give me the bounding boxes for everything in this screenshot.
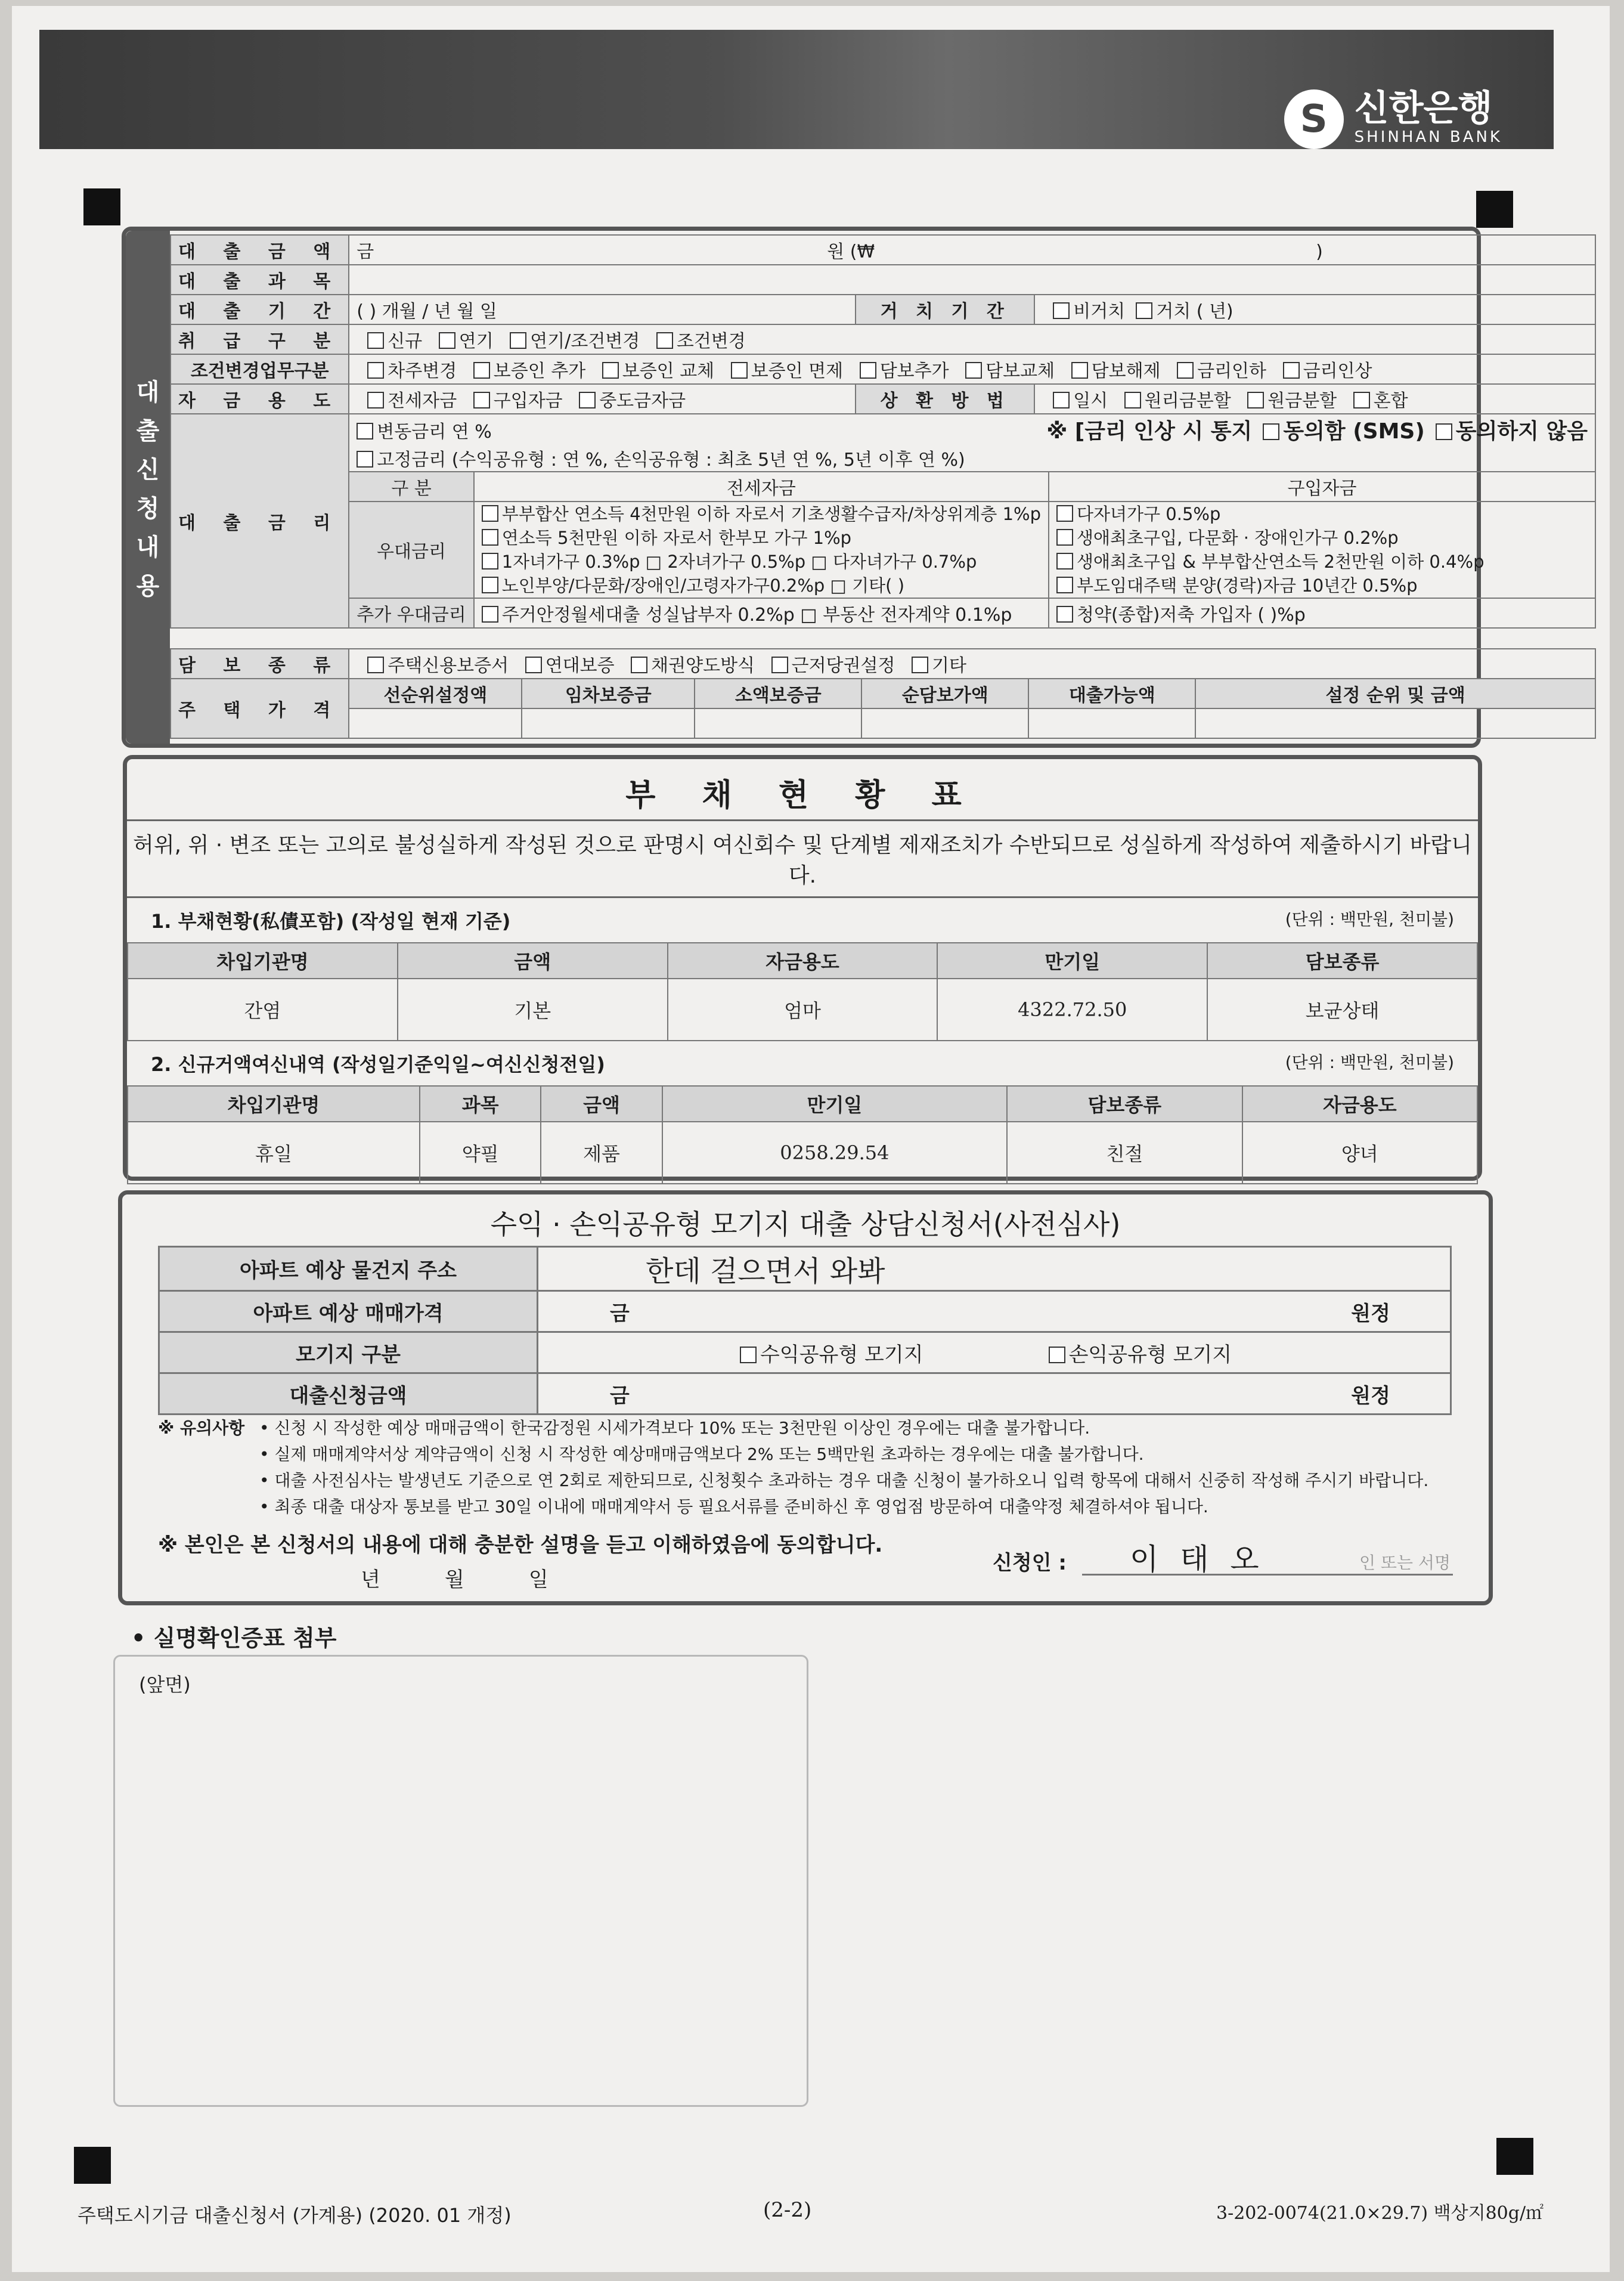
list-item: • 최종 대출 대상자 통보를 받고 30일 이내에 매매계약서 등 필요서류를 준비하신 후 영업점 방문하여 대출약정 체결하셔야 됩니다.	[259, 1497, 1208, 1516]
checkbox[interactable]	[1056, 606, 1073, 623]
price-label: 아파트 예상 매매가격	[159, 1291, 538, 1332]
jeonse-pref-items: 부부합산 연소득 4천만원 이하 자로서 기초생활수급자/차상위계층 1%p 연소득 5천만원 이하 자로서 한부모 가구 1%p 1자녀가구 0.3%p □ 2자녀가구 0.5%p □ 다자녀가구 0.7%p 노인부양/다문화/장애인/고령자가구0.2%p □ 기타( )	[474, 502, 1049, 598]
checkbox[interactable]	[367, 392, 384, 408]
checkbox[interactable]	[731, 362, 748, 379]
table-row	[159, 1332, 1451, 1373]
checkbox[interactable]	[482, 606, 498, 623]
conditions-label: 조건변경업무구분	[171, 354, 349, 384]
handwritten-cell[interactable]: 엄마	[668, 979, 938, 1041]
table-row	[171, 472, 1595, 628]
repay-options: 일시 원리금분할 원금분할 혼합	[1034, 384, 1595, 414]
checkbox[interactable]	[771, 657, 788, 673]
rate-type-cell: 변동금리 연 % ※ [금리 인상 시 통지 동의함 (SMS) 동의하지 않음 고정금리 (수익공유형 : 연 %, 손익공유형 : 최초 5년 연 %, 5년 이후 연 %)	[349, 414, 1595, 472]
checkbox[interactable]	[1071, 362, 1088, 379]
checkbox[interactable]	[473, 362, 490, 379]
checkbox[interactable]	[510, 332, 526, 349]
preferential-rate-cell	[349, 472, 1595, 628]
checkbox[interactable]	[860, 362, 876, 379]
house-price-field[interactable]	[1195, 708, 1595, 738]
mortgage-type-options: 수익공유형 모기지 손익공유형 모기지	[538, 1332, 1451, 1373]
debt-sub2-title: 2. 신규거액여신내역 (작성일기준익일~여신신청전일)	[151, 1053, 605, 1076]
notes-label: ※ 유의사항	[158, 1418, 245, 1438]
col-header: 순담보가액	[861, 679, 1028, 708]
notes-list	[259, 1415, 1428, 1520]
id-attach-title: • 실명확인증표 첨부	[131, 1625, 337, 1651]
id-photo-area[interactable]	[113, 1655, 808, 2107]
checkbox[interactable]	[482, 577, 498, 593]
checkbox[interactable]	[367, 362, 384, 379]
table-row	[171, 295, 1595, 324]
checkbox[interactable]	[656, 332, 673, 349]
header-banner	[39, 30, 1554, 149]
house-price-field[interactable]	[522, 708, 695, 738]
col-header: 자금용도	[668, 943, 938, 979]
checkbox[interactable]	[1263, 423, 1279, 440]
buy-pref-items: 다자녀가구 0.5%p 생애최초구입, 다문화 · 장애인가구 0.2%p 생애최초구입 & 부부합산연소득 2천만원 이하 0.4%p 부도임대주택 분양(경락)자금 10년간 0.5%p	[1049, 502, 1595, 598]
pref-label: 우대금리	[349, 502, 473, 598]
grace-period-label: 거 치 기 간	[856, 295, 1034, 324]
debt-sub1-title: 1. 부채현황(私債포함) (작성일 현재 기준)	[151, 910, 511, 933]
col-header: 만기일	[662, 1086, 1007, 1122]
applicant-name: 이 태 오	[1130, 1542, 1265, 1577]
table-row	[349, 472, 1595, 502]
checkbox[interactable]	[482, 505, 498, 522]
list-item: • 실제 매매계약서상 계약금액이 신청 시 작성한 예상매매금액보다 2% 또는 5백만원 초과하는 경우에는 대출 불가합니다.	[259, 1444, 1144, 1464]
footer-form-name: 주택도시기금 대출신청서 (가계용) (2020. 01 개정)	[78, 2204, 512, 2227]
house-price-field[interactable]	[1028, 708, 1195, 738]
mortgage-table	[158, 1246, 1452, 1415]
checkbox[interactable]	[1124, 392, 1141, 408]
loan-amount-label: 대 출 금 액	[171, 235, 349, 265]
handwritten-cell[interactable]: 4322.72.50	[937, 979, 1207, 1041]
col-header: 소액보증금	[695, 679, 861, 708]
col-header: 담보종류	[1007, 1086, 1242, 1122]
buy-head: 구입자금	[1049, 472, 1595, 502]
col-header: 차입기관명	[128, 943, 398, 979]
consent-text: ※ 본인은 본 신청서의 내용에 대해 충분한 설명을 듣고 이해하였음에 동의합니다.	[158, 1533, 883, 1557]
table-row	[159, 1247, 1451, 1291]
section-sidebar: 대 출 신 청 내 용	[126, 231, 170, 744]
seal-hint: 인 또는 서명	[1359, 1553, 1451, 1573]
loan-period-field[interactable]: ( ) 개월 / 년 월 일	[349, 295, 856, 324]
table-row	[349, 502, 1595, 598]
bank-name-ko: 신한은행	[1354, 87, 1493, 129]
registration-mark	[1496, 2138, 1533, 2175]
collateral-label: 담 보 종 류	[171, 649, 349, 679]
handwritten-cell[interactable]: 친절	[1007, 1122, 1242, 1184]
jeonse-head: 전세자금	[474, 472, 1049, 502]
bank-name-en: SHINHAN BANK	[1354, 128, 1502, 146]
checkbox[interactable]	[1056, 553, 1073, 570]
loan-subject-field[interactable]	[349, 265, 1595, 295]
collateral-table	[170, 648, 1596, 739]
house-price-field[interactable]	[349, 708, 522, 738]
handwritten-cell[interactable]: 0258.29.54	[662, 1122, 1007, 1184]
table-row	[171, 414, 1595, 472]
loan-subject-label: 대 출 과 목	[171, 265, 349, 295]
col-header: 대출가능액	[1028, 679, 1195, 708]
handwritten-cell[interactable]: 보균상태	[1207, 979, 1477, 1041]
front-label: (앞면)	[139, 1673, 191, 1696]
checkbox[interactable]	[357, 451, 373, 468]
checkbox[interactable]	[1353, 392, 1370, 408]
unit-note: (단위 : 백만원, 천미불)	[1285, 909, 1454, 929]
house-price-label: 주 택 가 격	[171, 679, 349, 738]
table-row	[159, 1291, 1451, 1332]
registration-mark	[1476, 191, 1513, 228]
checkbox[interactable]	[1136, 302, 1152, 319]
house-price-field[interactable]	[861, 708, 1028, 738]
checkbox[interactable]	[367, 657, 384, 673]
table-row	[171, 354, 1595, 384]
table-row	[159, 1373, 1451, 1415]
address-value[interactable]: 한데 걸으면서 와봐	[538, 1247, 1451, 1291]
table-row	[171, 265, 1595, 295]
checkbox[interactable]	[1053, 392, 1070, 408]
div-label: 구 분	[349, 472, 473, 502]
checkbox[interactable]	[439, 332, 455, 349]
address-label: 아파트 예상 물건지 주소	[159, 1247, 538, 1291]
page-number: (2-2)	[763, 2198, 812, 2222]
interest-rate-label: 대 출 금 리	[171, 414, 349, 628]
debt-status-section	[123, 755, 1482, 1181]
registration-mark	[83, 188, 120, 225]
preferential-rate-table	[349, 472, 1595, 627]
checkbox[interactable]	[1056, 505, 1073, 522]
handwritten-cell[interactable]: 제품	[541, 1122, 662, 1184]
extra-rate-label: 추가 우대금리	[349, 598, 473, 627]
col-header: 자금용도	[1242, 1086, 1477, 1122]
checkbox[interactable]	[525, 657, 542, 673]
debt-warning: 허위, 위 · 변조 또는 고의로 불성실하게 작성된 것으로 판명시 여신회수 및 단계별 제재조치가 수반되므로 성실하게 작성하여 제출하시기 바랍니다.	[127, 821, 1478, 898]
new-loan-table	[127, 1085, 1478, 1184]
col-header: 임차보증금	[522, 679, 695, 708]
debt-title: 부 채 현 황 표	[127, 759, 1478, 821]
price-field[interactable]: 금 원정	[538, 1291, 1451, 1332]
checkbox[interactable]	[1056, 529, 1073, 546]
checkbox[interactable]	[1053, 302, 1070, 319]
col-header: 차입기관명	[128, 1086, 420, 1122]
table-row	[171, 679, 1595, 708]
handling-options: 신규 연기 연기/조건변경 조건변경	[349, 324, 1595, 354]
apply-amount-field[interactable]: 금 원정	[538, 1373, 1451, 1415]
checkbox[interactable]	[482, 553, 498, 570]
handwritten-cell[interactable]: 양녀	[1242, 1122, 1477, 1184]
list-item: • 신청 시 작성한 예상 매매금액이 한국감정원 시세가격보다 10% 또는 3천만원 이상인 경우에는 대출 불가합니다.	[259, 1418, 1090, 1438]
loan-period-label: 대 출 기 간	[171, 295, 349, 324]
checkbox[interactable]	[912, 657, 928, 673]
col-header: 금액	[398, 943, 668, 979]
purpose-options: 전세자금 구입자금 중도금자금	[349, 384, 856, 414]
col-header: 담보종류	[1207, 943, 1477, 979]
collateral-options: 주택신용보증서 연대보증 채권양도방식 근저당권설정 기타	[349, 649, 1595, 679]
checkbox[interactable]	[1177, 362, 1194, 379]
checkbox[interactable]	[473, 392, 490, 408]
table-row	[171, 235, 1595, 265]
checkbox[interactable]	[1056, 577, 1073, 593]
table-row	[128, 1122, 1477, 1184]
table-row	[171, 324, 1595, 354]
table-row	[171, 708, 1595, 738]
shinhan-logo-icon: S	[1284, 89, 1344, 149]
col-header: 금액	[541, 1086, 662, 1122]
table-row	[171, 649, 1595, 679]
repay-label: 상 환 방 법	[856, 384, 1034, 414]
checkbox[interactable]	[1049, 1347, 1065, 1363]
checkbox[interactable]	[1283, 362, 1300, 379]
table-row	[128, 979, 1477, 1041]
mortgage-consult-section	[118, 1190, 1493, 1605]
handwritten-cell[interactable]: 약필	[420, 1122, 541, 1184]
checkbox[interactable]	[357, 423, 373, 440]
debt-sub1-row	[127, 898, 1478, 942]
handwritten-cell[interactable]: 기본	[398, 979, 668, 1041]
table-row	[128, 1086, 1477, 1122]
applicant-label: 신청인 :	[993, 1551, 1067, 1575]
col-header: 과목	[420, 1086, 541, 1122]
col-header: 만기일	[937, 943, 1207, 979]
footer-spec: 3-202-0074(21.0×29.7) 백상지80g/㎡	[1216, 2203, 1544, 2224]
col-header: 선순위설정액	[349, 679, 522, 708]
extra-buy: 청약(종합)저축 가입자 ( )%p	[1049, 598, 1595, 627]
purpose-label: 자 금 용 도	[171, 384, 349, 414]
list-item: • 대출 사전심사는 발생년도 기준으로 연 2회로 제한되므로, 신청횟수 초과하는 경우 대출 신청이 불가하오니 입력 항목에 대해서 신중히 작성해 주시기 바랍니다.	[259, 1471, 1429, 1490]
loan-info-table	[170, 234, 1596, 629]
table-row	[171, 384, 1595, 414]
loan-application-section	[122, 227, 1588, 748]
checkbox[interactable]	[740, 1347, 757, 1363]
grace-period-options: 비거치 거치 ( 년)	[1034, 295, 1595, 324]
handwritten-cell[interactable]: 간염	[128, 979, 398, 1041]
table-row	[128, 943, 1477, 979]
unit-note: (단위 : 백만원, 천미불)	[1285, 1053, 1454, 1072]
handwritten-cell[interactable]: 휴일	[128, 1122, 420, 1184]
notes-block	[158, 1415, 1470, 1520]
handling-label: 취 급 구 분	[171, 324, 349, 354]
checkbox[interactable]	[965, 362, 982, 379]
house-price-field[interactable]	[695, 708, 861, 738]
debt-sub2-row	[127, 1041, 1478, 1085]
conditions-options: 차주변경 보증인 추가 보증인 교체 보증인 면제 담보추가 담보교체 담보해제 금리인하 금리인상	[349, 354, 1595, 384]
table-row	[349, 598, 1595, 627]
extra-jeonse: 주거안정월세대출 성실납부자 0.2%p □ 부동산 전자계약 0.1%p	[474, 598, 1049, 627]
checkbox[interactable]	[367, 332, 384, 349]
checkbox[interactable]	[579, 392, 596, 408]
registration-mark	[74, 2147, 111, 2184]
bank-logo	[1284, 89, 1502, 149]
checkbox[interactable]	[482, 529, 498, 546]
mortgage-title: 수익 · 손익공유형 모기지 대출 상담신청서(사전심사)	[490, 1208, 1121, 1240]
checkbox[interactable]	[631, 657, 647, 673]
checkbox[interactable]	[1247, 392, 1264, 408]
col-header: 설정 순위 및 금액	[1195, 679, 1595, 708]
apply-amount-label: 대출신청금액	[159, 1373, 538, 1415]
loan-amount-field[interactable]: 금 원 (₩ )	[349, 235, 1595, 265]
checkbox[interactable]	[1436, 423, 1452, 440]
checkbox[interactable]	[602, 362, 619, 379]
date-field[interactable]: 년 월 일	[361, 1568, 548, 1592]
signature-line[interactable]	[1082, 1536, 1453, 1576]
debt-table	[127, 942, 1478, 1041]
mortgage-type-label: 모기지 구분	[159, 1332, 538, 1373]
